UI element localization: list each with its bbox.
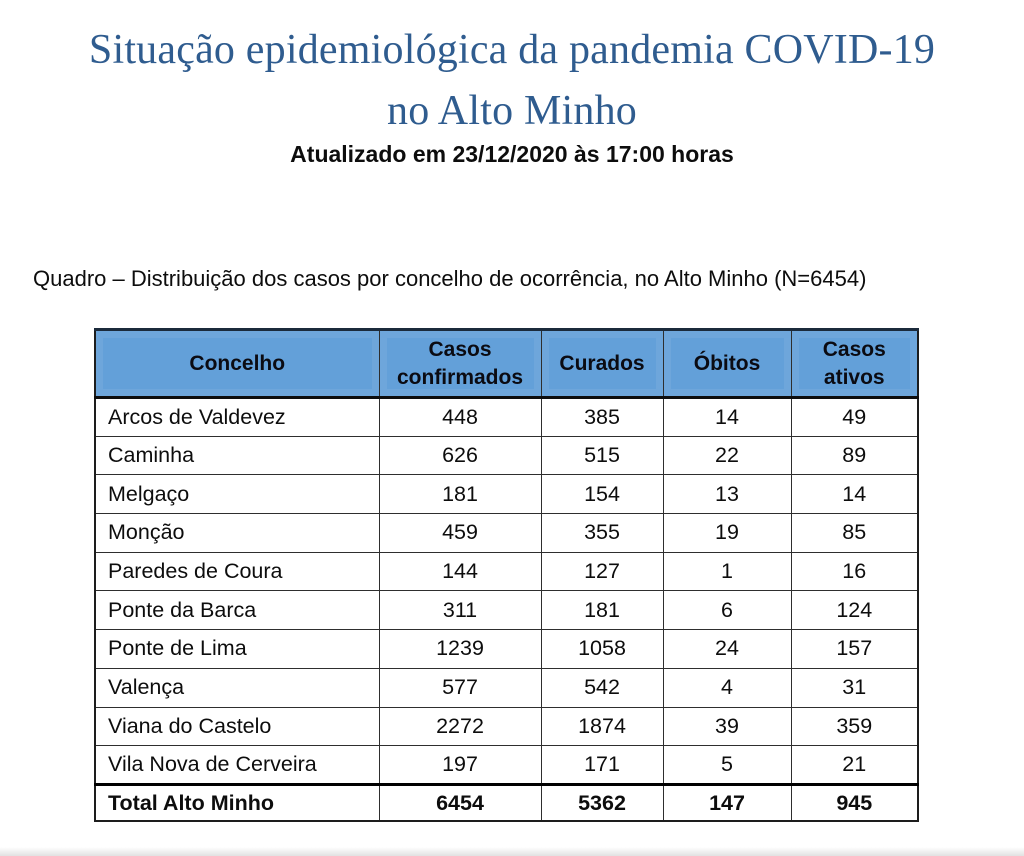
total-row <box>95 784 918 821</box>
value-cell: 124 <box>791 591 918 630</box>
table-row <box>95 398 918 437</box>
value-cell: 197 <box>379 746 541 785</box>
value-cell: 181 <box>541 591 663 630</box>
cases-table <box>94 328 919 822</box>
value-cell: 144 <box>379 552 541 591</box>
table-row <box>95 668 918 707</box>
value-cell: 171 <box>541 746 663 785</box>
concelho-name: Caminha <box>95 436 379 475</box>
value-cell: 542 <box>541 668 663 707</box>
value-cell: 1239 <box>379 630 541 669</box>
value-cell: 1874 <box>541 707 663 746</box>
value-cell: 147 <box>663 784 791 821</box>
page-title-line2: no Alto Minho <box>387 88 637 134</box>
value-cell: 385 <box>541 398 663 437</box>
value-cell: 85 <box>791 514 918 553</box>
value-cell: 577 <box>379 668 541 707</box>
value-cell: 39 <box>663 707 791 746</box>
value-cell: 16 <box>791 552 918 591</box>
cases-table-body <box>95 398 918 822</box>
table-row <box>95 514 918 553</box>
value-cell: 14 <box>791 475 918 514</box>
table-row <box>95 552 918 591</box>
value-cell: 22 <box>663 436 791 475</box>
value-cell: 5 <box>663 746 791 785</box>
value-cell: 14 <box>663 398 791 437</box>
concelho-name: Paredes de Coura <box>95 552 379 591</box>
concelho-name: Viana do Castelo <box>95 707 379 746</box>
concelho-name: Monção <box>95 514 379 553</box>
value-cell: 89 <box>791 436 918 475</box>
value-cell: 359 <box>791 707 918 746</box>
table-row <box>95 630 918 669</box>
updated-timestamp: Atualizado em 23/12/2020 às 17:00 horas <box>290 141 734 167</box>
value-cell: 448 <box>379 398 541 437</box>
column-header-0: Concelho <box>95 330 379 398</box>
column-header-4: Casos ativos <box>791 330 918 398</box>
concelho-name: Ponte de Lima <box>95 630 379 669</box>
column-header-3: Óbitos <box>663 330 791 398</box>
value-cell: 31 <box>791 668 918 707</box>
table-row <box>95 475 918 514</box>
page-title <box>0 20 1024 142</box>
concelho-name: Melgaço <box>95 475 379 514</box>
value-cell: 4 <box>663 668 791 707</box>
header-row <box>95 330 918 398</box>
value-cell: 49 <box>791 398 918 437</box>
table-row <box>95 436 918 475</box>
value-cell: 6 <box>663 591 791 630</box>
table-row <box>95 746 918 785</box>
value-cell: 1 <box>663 552 791 591</box>
page-title-line1: Situação epidemiológica da pandemia COVID-19 <box>88 27 936 73</box>
value-cell: 355 <box>541 514 663 553</box>
value-cell: 1058 <box>541 630 663 669</box>
concelho-name: Valença <box>95 668 379 707</box>
concelho-name: Arcos de Valdevez <box>95 398 379 437</box>
value-cell: 626 <box>379 436 541 475</box>
page-bottom-edge <box>0 847 1024 856</box>
value-cell: 5362 <box>541 784 663 821</box>
total-label: Total Alto Minho <box>95 784 379 821</box>
value-cell: 515 <box>541 436 663 475</box>
value-cell: 459 <box>379 514 541 553</box>
concelho-name: Vila Nova de Cerveira <box>95 746 379 785</box>
column-header-2: Curados <box>541 330 663 398</box>
concelho-name: Ponte da Barca <box>95 591 379 630</box>
value-cell: 181 <box>379 475 541 514</box>
table-row <box>95 707 918 746</box>
value-cell: 311 <box>379 591 541 630</box>
cases-table-head <box>95 330 918 398</box>
value-cell: 2272 <box>379 707 541 746</box>
value-cell: 154 <box>541 475 663 514</box>
value-cell: 19 <box>663 514 791 553</box>
value-cell: 945 <box>791 784 918 821</box>
value-cell: 13 <box>663 475 791 514</box>
column-header-1: Casos confirmados <box>379 330 541 398</box>
value-cell: 21 <box>791 746 918 785</box>
value-cell: 127 <box>541 552 663 591</box>
value-cell: 157 <box>791 630 918 669</box>
value-cell: 24 <box>663 630 791 669</box>
table-row <box>95 591 918 630</box>
value-cell: 6454 <box>379 784 541 821</box>
table-caption: Quadro – Distribuição dos casos por concelho de ocorrência, no Alto Minho (N=6454) <box>33 266 867 291</box>
